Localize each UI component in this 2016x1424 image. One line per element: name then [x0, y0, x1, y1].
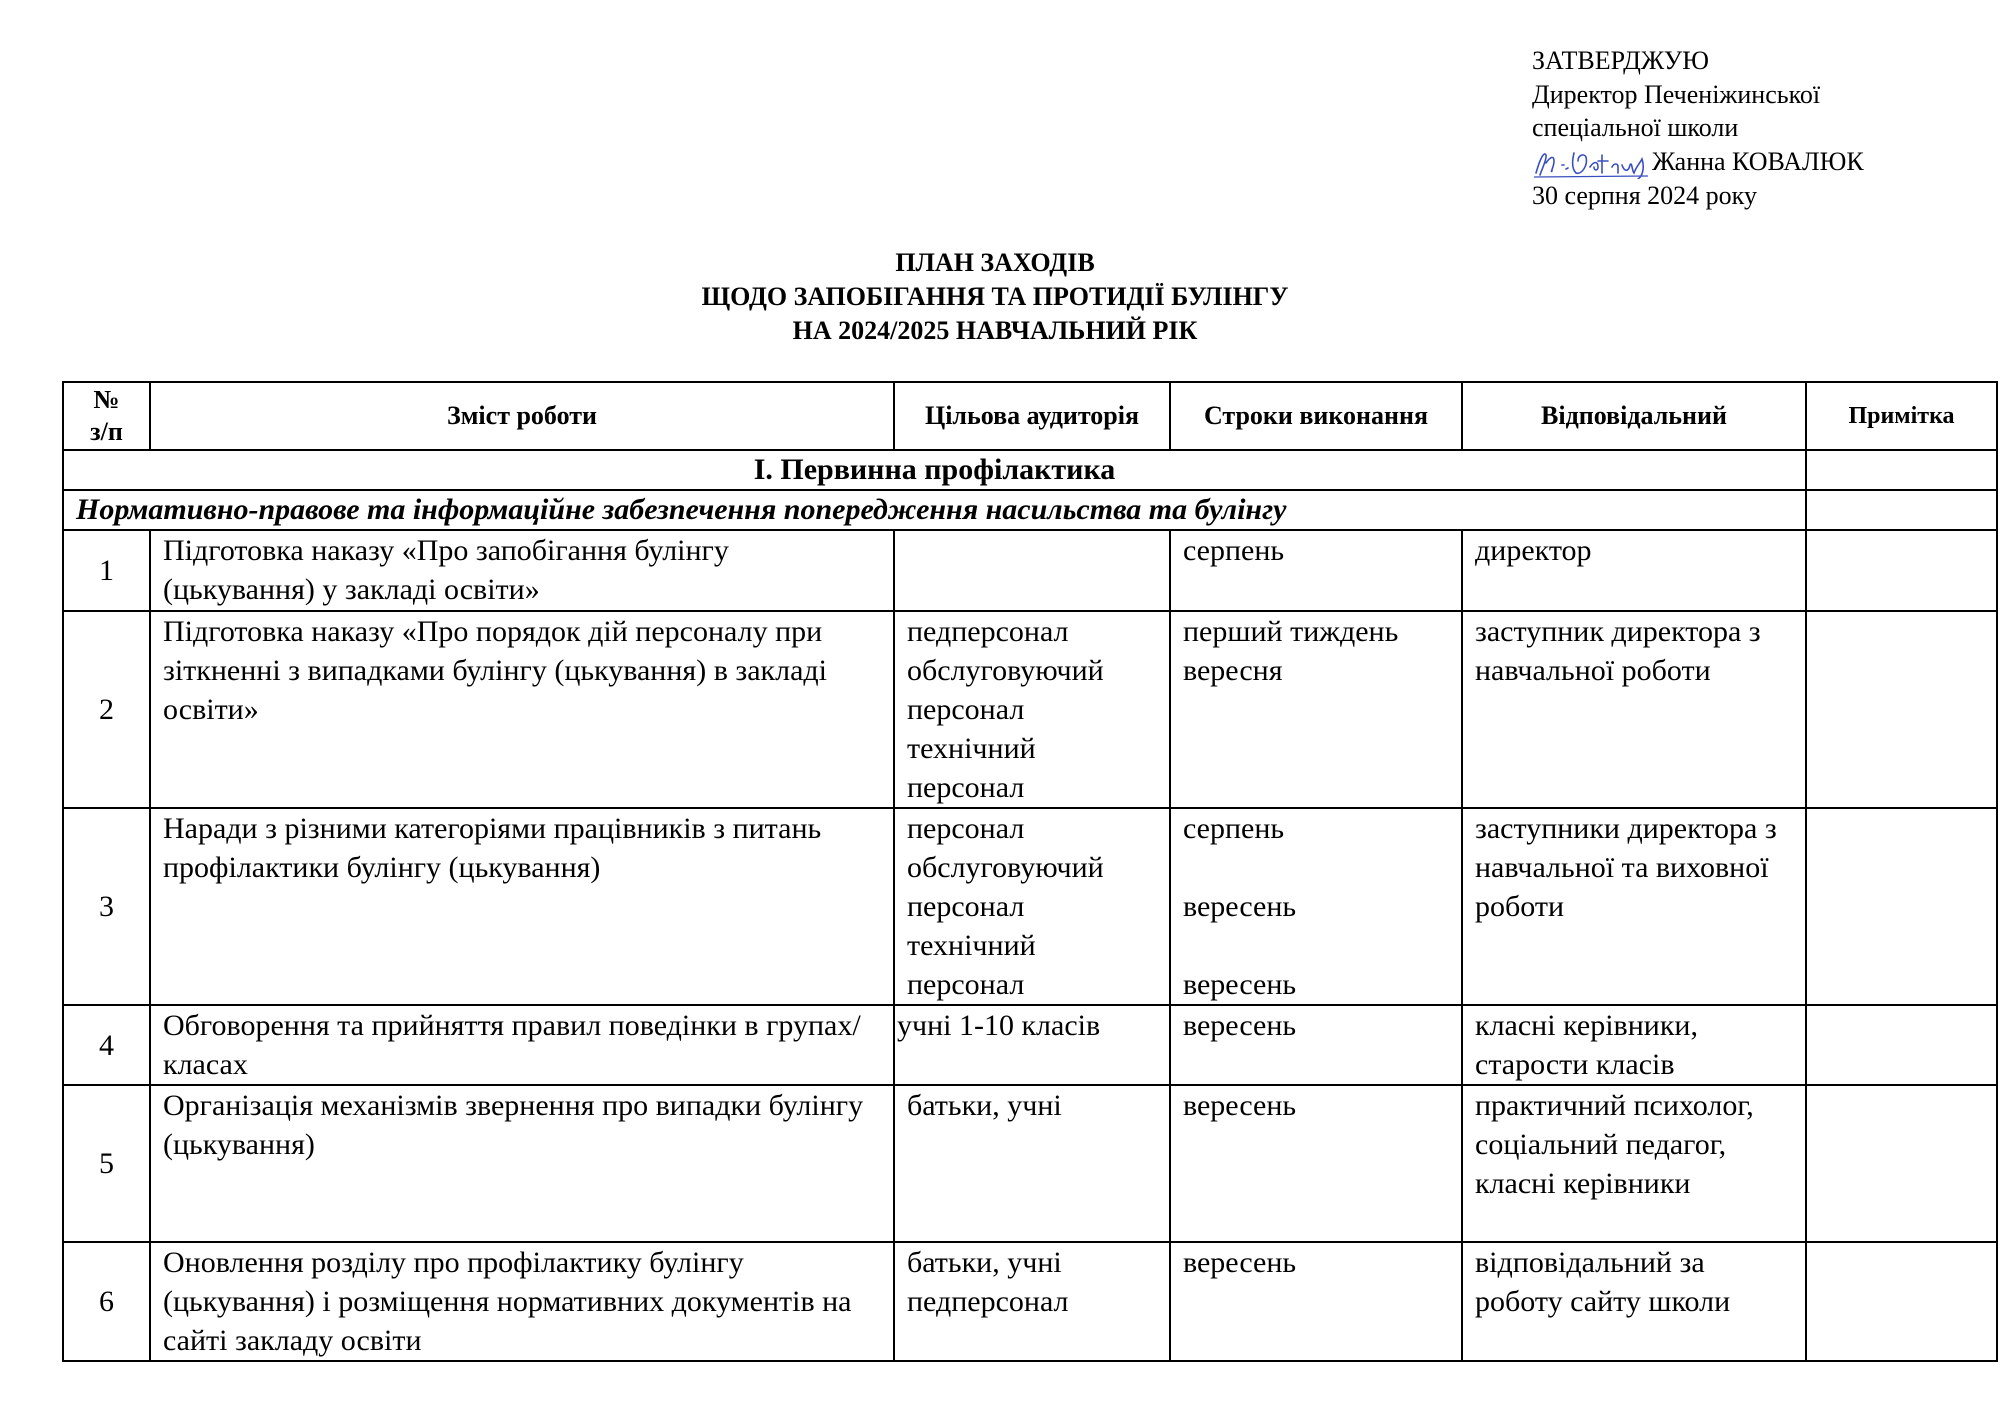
header-audience: Цільова аудиторія [894, 382, 1170, 450]
row-num: 1 [63, 530, 150, 611]
table-row [63, 611, 1997, 808]
row-term: вересень [1183, 1009, 1297, 1042]
row-terms [1171, 1086, 1461, 1125]
row-audience-line: батьки, учні [907, 1089, 1062, 1122]
handwritten-signature-icon [1532, 145, 1650, 179]
row-note [1806, 808, 1997, 1005]
title-line-2: ЩОДО ЗАПОБІГАННЯ ТА ПРОТИДІЇ БУЛІНГУ [701, 282, 1289, 311]
approval-signatory: Жанна КОВАЛЮК [1652, 147, 1864, 176]
row-audience-line: педперсонал [907, 615, 1069, 648]
row-content: Наради з різними категоріями працівників з питань профілактики булінгу (цькування) [163, 812, 822, 884]
row-responsible: заступники директора з навчальної та виховної роботи [1475, 812, 1777, 923]
table-header-row [63, 382, 1997, 450]
table-row [63, 1242, 1997, 1361]
header-num-abbr: з/п [90, 417, 123, 446]
title-line-3: НА 2024/2025 НАВЧАЛЬНИЙ РІК [792, 316, 1198, 345]
header-note: Примітка [1806, 382, 1997, 450]
row-audience-line: педперсонал [907, 1285, 1069, 1318]
header-content: Зміст роботи [150, 382, 894, 450]
header-num-symbol: № [93, 385, 120, 414]
table-row [63, 808, 1997, 1005]
row-term: перший тиждень [1183, 615, 1399, 648]
approval-position-line1: Директор Печеніжинської [1532, 79, 1821, 109]
row-audience [895, 612, 1169, 807]
row-terms [1171, 809, 1461, 1004]
row-content: Організація механізмів звернення про випадки булінгу (цькування) [163, 1089, 864, 1161]
row-terms [1171, 531, 1461, 570]
row-num: 6 [63, 1242, 150, 1361]
row-term: вересня [1183, 654, 1283, 687]
row-term-spacer [1183, 848, 1451, 887]
row-audience [895, 1006, 1169, 1045]
row-content: Підготовка наказу «Про порядок дій персоналу при зіткненні з випадками булінгу (цькування) в закладі освіти» [163, 615, 827, 726]
row-audience-line: персонал [907, 693, 1025, 726]
plan-table [62, 381, 1998, 1362]
row-audience-line: персонал [907, 968, 1025, 1001]
row-note [1806, 530, 1997, 611]
row-audience-line: технічний [907, 929, 1036, 962]
title-line-1: ПЛАН ЗАХОДІВ [895, 248, 1095, 277]
row-content: Підготовка наказу «Про запобігання булінгу (цькування) у закладі освіти» [163, 534, 729, 606]
row-audience-line: учні 1-10 класів [897, 1009, 1101, 1042]
row-audience [895, 1243, 1169, 1321]
row-num: 3 [63, 808, 150, 1005]
approval-signature-line [1532, 145, 1972, 179]
row-term: вересень [1183, 968, 1297, 1001]
row-num: 5 [63, 1085, 150, 1242]
subsection-title: Нормативно-правове та інформаційне забезпечення попередження насильства та булінгу [63, 490, 1806, 530]
row-audience [895, 1086, 1169, 1125]
row-audience-line: обслуговуючий [907, 654, 1104, 687]
section-title: І. Первинна профілактика [63, 450, 1806, 490]
row-audience-line: батьки, учні [907, 1246, 1062, 1279]
row-term: серпень [1183, 534, 1285, 567]
header-num [63, 382, 150, 450]
row-terms [1171, 612, 1461, 690]
row-terms [1171, 1243, 1461, 1282]
row-num: 2 [63, 611, 150, 808]
subsection-row [63, 490, 1997, 530]
row-responsible: класні керівники, старости класів [1475, 1009, 1698, 1081]
row-responsible: відповідальний за роботу сайту школи [1475, 1246, 1731, 1318]
row-note [1806, 1242, 1997, 1361]
row-audience-line: обслуговуючий [907, 851, 1104, 884]
row-term: вересень [1183, 1089, 1297, 1122]
document-title [0, 246, 1990, 348]
header-responsible: Відповідальний [1462, 382, 1806, 450]
row-term: вересень [1183, 890, 1297, 923]
row-term: вересень [1183, 1246, 1297, 1279]
row-content: Обговорення та прийняття правил поведінки в групах/класах [163, 1009, 861, 1081]
section-row [63, 450, 1997, 490]
section-note [1806, 450, 1997, 490]
row-responsible: заступник директора з навчальної роботи [1475, 615, 1761, 687]
row-audience-line: персонал [907, 812, 1025, 845]
approval-heading: ЗАТВЕРДЖУЮ [1532, 46, 1709, 75]
row-note [1806, 1005, 1997, 1085]
table-row [63, 530, 1997, 611]
row-note [1806, 1085, 1997, 1242]
table-row [63, 1085, 1997, 1242]
row-audience-line: технічний [907, 732, 1036, 765]
approval-date: 30 серпня 2024 року [1532, 180, 1757, 210]
row-audience-line: персонал [907, 771, 1025, 804]
row-terms [1171, 1006, 1461, 1045]
row-audience-line: персонал [907, 890, 1025, 923]
header-terms: Строки виконання [1170, 382, 1462, 450]
row-num: 4 [63, 1005, 150, 1085]
approval-position-line2: спеціальної школи [1532, 113, 1739, 142]
subsection-note [1806, 490, 1997, 530]
table-row [63, 1005, 1997, 1085]
row-note [1806, 611, 1997, 808]
row-content: Оновлення розділу про профілактику булінгу (цькування) і розміщення нормативних документів на сайті закладу освіти [163, 1246, 852, 1357]
row-term: серпень [1183, 812, 1285, 845]
row-responsible: практичний психолог, соціальний педагог, класні керівники [1475, 1089, 1754, 1200]
approval-block [1532, 44, 1972, 212]
row-audience [895, 809, 1169, 1004]
row-term-spacer [1183, 926, 1451, 965]
row-responsible: директор [1475, 534, 1592, 567]
